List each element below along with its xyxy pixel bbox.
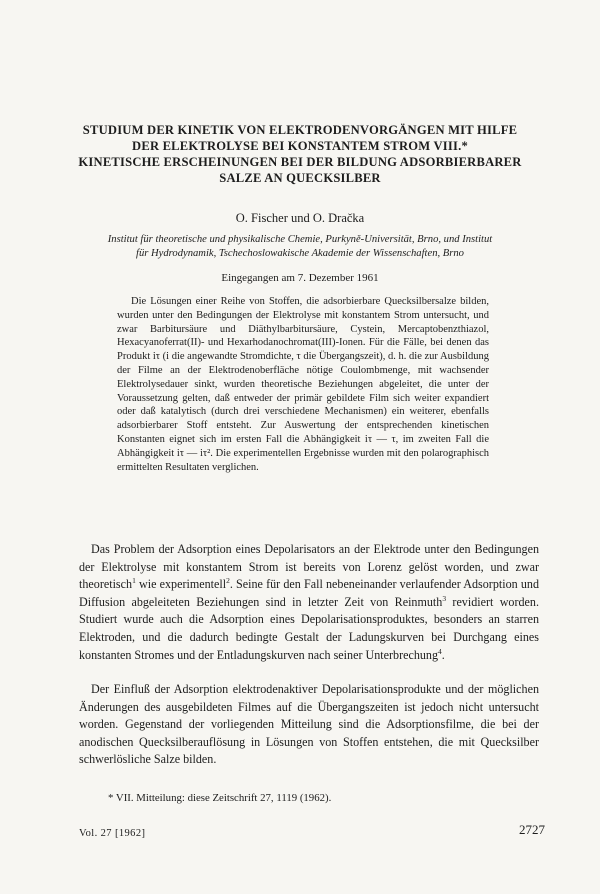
received-date: Eingegangen am 7. Dezember 1961: [221, 272, 379, 284]
title-line-4: SALZE AN QUECKSILBER: [219, 171, 381, 185]
p1-text-d: revidiert worden. Studiert wurde auch die Adsorption eines Depolarisationsproduktes, besonders an starren Elektroden, und die dadurch bedingte Gestalt der Ladungskurven bei Durchgang eines konstanten Stromes und der Entladungskurven nach seiner Unterbrechung: [79, 594, 539, 662]
footnote: * VII. Mitteilung: diese Zeitschrift 27, 1119 (1962).: [108, 792, 332, 804]
affiliation: [48, 233, 552, 261]
reference-1: 1: [132, 576, 136, 586]
title-line-2: DER ELEKTROLYSE BEI KONSTANTEM STROM VIII.*: [132, 139, 468, 153]
affiliation-line-2: für Hydrodynamik, Tschechoslowakische Akademie der Wissenschaften, Brno: [136, 248, 464, 259]
p1-text-c: . Seine für den Fall nebeneinander verlaufender Adsorption und Diffusion abgeleiteten Beziehungen sind in letzter Zeit von Reinmuth: [79, 577, 539, 609]
reference-3: 3: [442, 593, 447, 603]
abstract: Die Lösungen einer Reihe von Stoffen, die adsorbierbare Quecksilbersalze bilden, wurden unter den Bedingungen der Elektrolyse mit konstantem Strom untersucht, und zwar Barbitursäure und Diäthylbarbitursäure, Cystein, Mercaptobenzthiazol, Hexacyanoferrat(II)- und Hexarhodanochromat(III)-Ionen. Für die Fälle, bei denen das Produkt iτ (i die angewandte Stromdichte, τ die Übergangszeit), d. h. die zur Ausbildung der Filme an der Elektrodenoberfläche nötige Coulombmenge, mit wachsender Elektrolysedauer sinkt, wurden theoretische Beziehungen abgeleitet, die unter der Voraussetzung gelten, daß entweder der primär gebildete Film sich weiter expandiert oder daß katalytisch (durch drei verschiedene Mechanismen) ein weiterer, ebenfalls adsorbierbarer Stoff entsteht. Zur Auswertung der entsprechenden kinetischen Konstanten eignet sich im ersten Fall die Abhängigkeit iτ — τ, im zweiten Fall die Abhängigkeit iτ — iτ². Die experimentellen Ergebnisse wurden mit den polarographisch ermittelten Resultaten verglichen.: [117, 296, 489, 473]
reference-4: 4: [438, 646, 442, 656]
p1-text-b: wie experimentell: [135, 577, 227, 592]
affiliation-line-1: Institut für theoretische und physikalische Chemie, Purkyně-Universität, Brno, und Institut: [107, 234, 493, 245]
volume-info: Vol. 27 [1962]: [79, 828, 146, 839]
authors: O. Fischer und O. Dračka: [235, 211, 365, 225]
p1-text-e: .: [441, 647, 445, 662]
paper-title: [40, 122, 560, 186]
page-number: 2727: [519, 822, 545, 837]
p1-text-a: Das Problem der Adsorption eines Depolarisators an der Elektrode unter den Bedingungen der Elektrolyse mit konstantem Strom ist bereits von Lorenz gelöst worden, und zwar theoretisch: [79, 542, 539, 592]
body-paragraph-2: Der Einfluß der Adsorption elektrodenaktiver Depolarisationsprodukte und der möglichen Änderungen des ausgebildeten Filmes auf die Übergangszeiten ist jedoch nicht untersucht worden. Gegenstand der vorliegenden Mitteilung sind die Adsorptionsfilme, die bei der anodischen Quecksilberauflösung in Lösungen von Stoffen entstehen, die mit Quecksilber schwerlösliche Salze bilden.: [79, 682, 539, 767]
reference-2: 2: [226, 576, 230, 586]
body-paragraph-1: [79, 541, 539, 664]
title-line-1: STUDIUM DER KINETIK VON ELEKTRODENVORGÄNGEN MIT HILFE: [82, 123, 518, 137]
title-line-3: KINETISCHE ERSCHEINUNGEN BEI DER BILDUNG ADSORBIERBARER: [78, 155, 522, 169]
